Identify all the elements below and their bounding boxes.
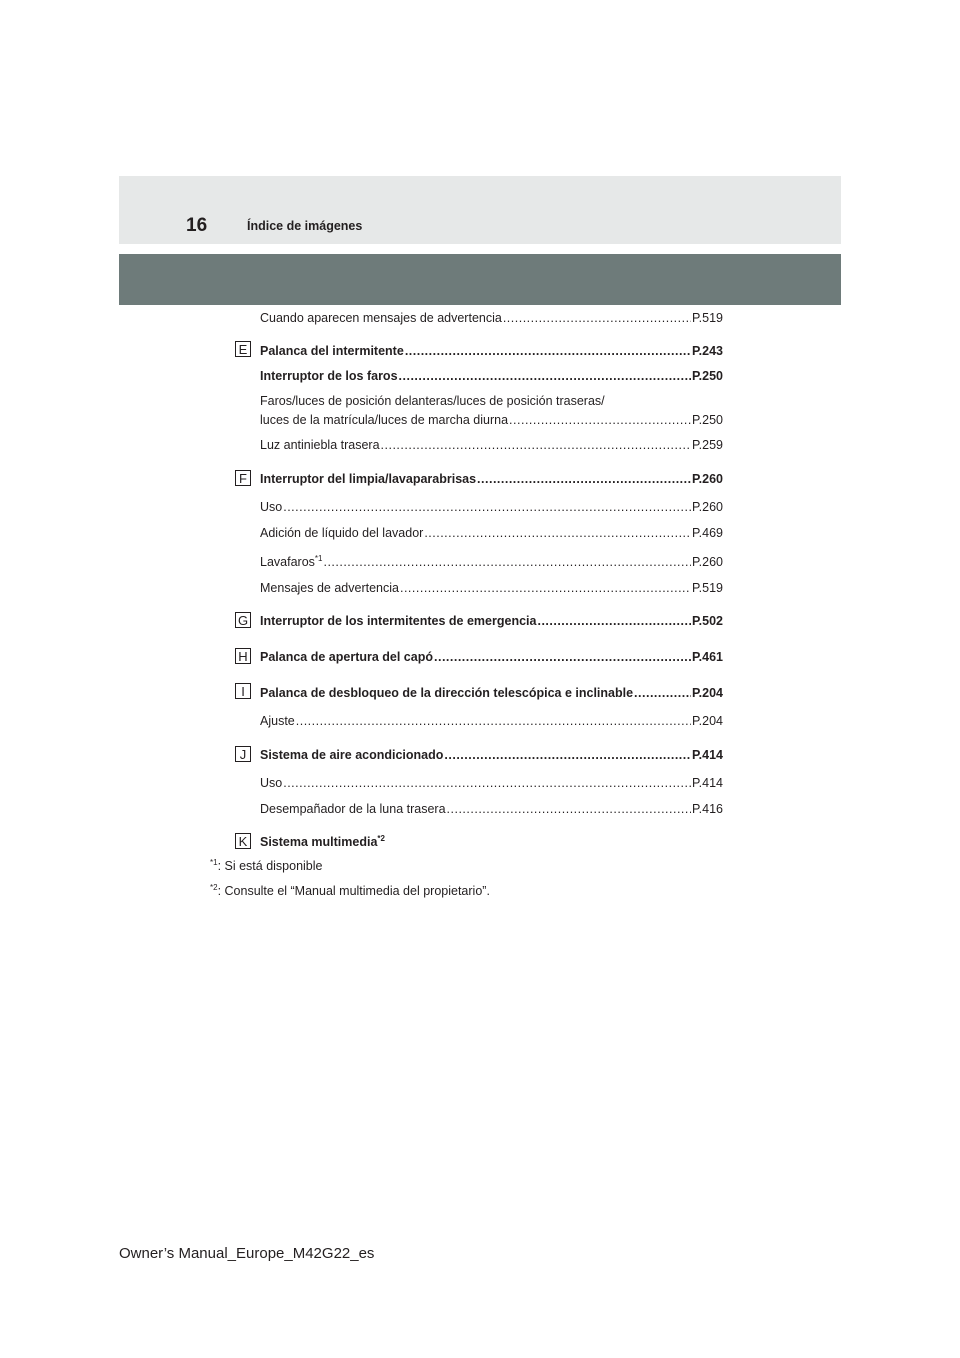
entry-text: Luz antiniebla trasera xyxy=(260,438,380,452)
entry-page: P.259 xyxy=(691,438,723,452)
leader-dots xyxy=(444,747,691,763)
footnote-text: : Si está disponible xyxy=(217,859,323,873)
index-entry xyxy=(260,580,723,596)
entry-text: Ajuste xyxy=(260,714,295,728)
leader-dots xyxy=(447,801,691,817)
entry-text: Uso xyxy=(260,776,283,790)
leader-dots xyxy=(399,368,691,384)
entry-page: P.250 xyxy=(691,413,723,427)
entry-page: P.414 xyxy=(691,748,723,762)
page-number: 16 xyxy=(186,215,208,236)
entry-page: P.204 xyxy=(691,686,723,700)
entry-text: Mensajes de advertencia xyxy=(260,581,399,595)
leader-dots xyxy=(405,343,691,359)
leader-dots xyxy=(503,310,691,326)
leader-dots xyxy=(323,554,690,570)
footer-manual-id: Owner’s Manual_Europe_M42G22_es xyxy=(119,1245,375,1262)
entry-text-main: Lavafaros xyxy=(260,555,315,569)
entry-page: P.416 xyxy=(691,802,723,816)
leader-dots xyxy=(434,649,691,665)
footnote-mark: *1 xyxy=(210,857,218,867)
leader-dots xyxy=(477,471,691,487)
index-entry xyxy=(260,649,723,665)
entry-page: P.469 xyxy=(691,526,723,540)
leader-dots xyxy=(424,525,691,541)
entry-text-line1: Faros/luces de posición delanteras/luces de posición traseras/ xyxy=(260,394,605,408)
entry-text: Palanca del intermitente xyxy=(260,344,404,358)
section-letter-e: E xyxy=(235,341,251,357)
index-entry xyxy=(260,412,723,428)
index-entry xyxy=(260,310,723,326)
entry-text: Interruptor del limpia/lavaparabrisas xyxy=(260,472,477,486)
leader-dots xyxy=(381,437,691,453)
entry-text: Desempañador de la luna trasera xyxy=(260,802,446,816)
section-title: Índice de imágenes xyxy=(247,219,363,233)
index-entry xyxy=(260,747,723,763)
entry-text xyxy=(260,554,322,570)
footnote xyxy=(210,884,490,898)
entry-text: Sistema multimedia xyxy=(260,835,378,849)
entry-page: P.243 xyxy=(691,344,723,358)
entry-text: Interruptor de los intermitentes de emergencia xyxy=(260,614,537,628)
entry-page: P.502 xyxy=(691,614,723,628)
index-entry xyxy=(260,713,723,729)
entry-page: P.519 xyxy=(691,581,723,595)
leader-dots xyxy=(537,613,690,629)
index-entry xyxy=(260,775,723,791)
section-letter-g: G xyxy=(235,612,251,628)
leader-dots xyxy=(509,412,691,428)
index-entry xyxy=(260,554,723,570)
entry-text: Palanca de apertura del capó xyxy=(260,650,433,664)
entry-page: P.204 xyxy=(691,714,723,728)
section-letter-i: I xyxy=(235,683,251,699)
entry-page: P.250 xyxy=(691,369,723,383)
entry-page: P.414 xyxy=(691,776,723,790)
index-entry xyxy=(260,834,385,850)
leader-dots xyxy=(296,713,691,729)
section-band xyxy=(119,254,841,305)
entry-page: P.260 xyxy=(691,500,723,514)
entry-text: Adición de líquido del lavador xyxy=(260,526,424,540)
entry-text: Interruptor de los faros xyxy=(260,369,398,383)
leader-dots xyxy=(283,775,691,791)
entry-page: P.260 xyxy=(691,555,723,569)
entry-text: Sistema de aire acondicionado xyxy=(260,748,444,762)
entry-text: luces de la matrícula/luces de marcha diurna xyxy=(260,413,509,427)
section-letter-f: F xyxy=(235,470,251,486)
entry-text: Palanca de desbloqueo de la dirección telescópica e inclinable xyxy=(260,686,634,700)
entry-text: Uso xyxy=(260,500,283,514)
header-band xyxy=(119,176,841,244)
index-entry xyxy=(260,471,723,487)
section-letter-j: J xyxy=(235,746,251,762)
index-entry xyxy=(260,343,723,359)
index-entry xyxy=(260,525,723,541)
footnote-text: : Consulte el “Manual multimedia del propietario”. xyxy=(217,884,490,898)
entry-text: Cuando aparecen mensajes de advertencia xyxy=(260,311,502,325)
footnote-mark: *2 xyxy=(210,882,218,892)
index-entry xyxy=(260,437,723,453)
leader-dots xyxy=(400,580,691,596)
footnote-marker: *2 xyxy=(377,833,385,843)
entry-page: P.260 xyxy=(691,472,723,486)
index-entry xyxy=(260,368,723,384)
index-entry xyxy=(260,801,723,817)
section-letter-k: K xyxy=(235,833,251,849)
section-letter-h: H xyxy=(235,648,251,664)
index-entry xyxy=(260,685,723,701)
index-entry xyxy=(260,499,723,515)
footnote xyxy=(210,859,323,873)
leader-dots xyxy=(283,499,691,515)
entry-page: P.519 xyxy=(691,311,723,325)
entry-page: P.461 xyxy=(691,650,723,664)
index-entry xyxy=(260,613,723,629)
leader-dots xyxy=(634,685,691,701)
footnote-marker: *1 xyxy=(314,553,323,563)
